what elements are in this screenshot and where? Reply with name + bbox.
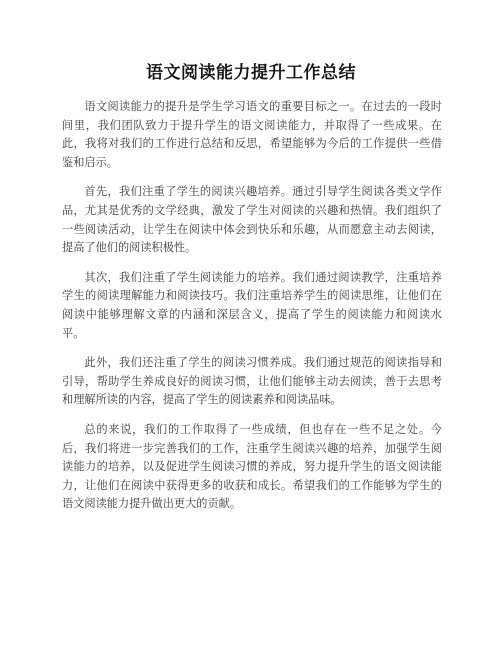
paragraph-reading-habits: 此外，我们还注重了学生的阅读习惯养成。我们通过规范的阅读指导和引导，帮助学生养成良好的阅读习惯，让他们能够主动去阅读，善于去思考和理解所读的内容，提高了学生的阅读素养和阅读品味。 <box>62 356 442 407</box>
paragraph-conclusion: 总的来说，我们的工作取得了一些成绩，但也存在一些不足之处。今后，我们将进一步完善我们的工作，注重学生阅读兴趣的培养，加强学生阅读能力的培养，以及促进学生阅读习惯的养成，努力提升学生的语文阅读能力，让他们在阅读中获得更多的收获和成长。希望我们的工作能够为学生的语文阅读能力提升做出更大的贡献。 <box>62 422 442 511</box>
paragraph-intro: 语文阅读能力的提升是学生学习语文的重要目标之一。在过去的一段时间里，我们团队致力于提升学生的语文阅读能力，并取得了一些成果。在此，我将对我们的工作进行总结和反思，希望能够为今后的工作提供一些借鉴和启示。 <box>62 100 442 169</box>
document-title: 语文阅读能力提升工作总结 <box>146 63 356 83</box>
paragraph-reading-interest: 首先，我们注重了学生的阅读兴趣培养。通过引导学生阅读各类文学作品，尤其是优秀的文学经典，激发了学生对阅读的兴趣和热情。我们组织了一些阅读活动，让学生在阅读中体会到快乐和乐趣，从而愿意主动去阅读，提高了他们的阅读积极性。 <box>62 185 442 255</box>
document-body <box>62 98 442 525</box>
paragraph-reading-ability: 其次，我们注重了学生阅读能力的培养。我们通过阅读教学，注重培养学生的阅读理解能力和阅读技巧。我们注重培养学生的阅读思维，让他们在阅读中能够理解文章的内涵和深层含义，提高了学生的阅读能力和阅读水平。 <box>62 270 442 340</box>
